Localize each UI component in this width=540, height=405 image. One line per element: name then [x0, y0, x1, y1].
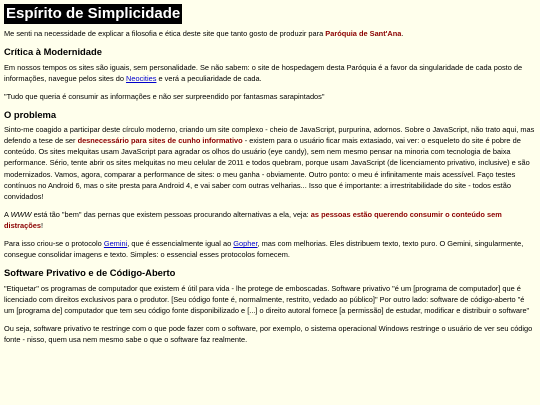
- problema3-text-b: , que é essencialmente igual ao: [127, 239, 234, 249]
- software-paragraph-2: Ou seja, software privativo te restringe com o que pode fazer com o software, por exemplo, o sistema operacional Windows restringe o usuário de ver seu código fonte - nisso, quem usa nem mesmo sabe o que o software faz realmente.: [4, 323, 533, 344]
- parish-name: Paróquia de Sant'Ana: [325, 29, 402, 39]
- page-title: Espírito de Simplicidade: [4, 4, 182, 24]
- gemini-link[interactable]: Gemini: [103, 239, 128, 249]
- critica-text-b: e verá a peculiaridade de cada.: [156, 73, 262, 83]
- section-heading-problema: O problema: [4, 108, 57, 120]
- problema2-text-a: A: [4, 209, 11, 219]
- critica-paragraph: [4, 62, 536, 84]
- problema-highlight: desnecessário para sites de cunho informativo: [77, 136, 243, 146]
- problema-paragraph-3: [4, 238, 536, 260]
- problema2-text-b: está tão "bem" das pernas que existem pessoas procurando alternativas a ela, veja:: [31, 209, 311, 219]
- section-heading-critica: Crítica à Modernidade: [4, 46, 102, 58]
- gopher-link[interactable]: Gopher: [233, 239, 258, 249]
- www-emphasis: WWW: [10, 209, 32, 219]
- problema-paragraph-1: [4, 124, 536, 202]
- problema2-text-c: !: [40, 221, 44, 230]
- critica-quote: "Tudo que queria é consumir as informações e não ser surpreendido por fantasmas sarapintados": [4, 91, 325, 101]
- problema3-text-a: Para isso criou-se o protocolo: [4, 239, 104, 249]
- critica-text-a: Em nossos tempos os sites são iguais, sem personalidade. Se não sabem: o site de hospedagem desta Paróquia é a favor da singularidade de cada posto de informações, navegue pelos sites do: [4, 62, 523, 83]
- intro-paragraph: [4, 28, 536, 39]
- problema-text-a: Sinto-me coagido a participar deste círculo moderno, criando um site complexo - cheio de JavaScript, purpurina, adornos. Sobre o JavaScript, não trato aqui, mas defendo a tese de ser: [4, 125, 535, 146]
- section-heading-software: Software Privativo e de Código-Aberto: [4, 267, 176, 279]
- problema-text-b: - existem para o usuário ficar mais extasiado, vai ver: o esqueleto do site é pobre de conteúdo. Os sites melquitas usam JavaScript para agradar os olhos do usuário (eye candy), sem nem mesmo pensar na minoria com tecnologia de baixa performance. Sério, tente abrir os sites melquitas no meu celular de 2011 e todos quebram, porque usam JavaScript (de licenciamento privativo, inclusive) e são modernizados. Vamos, agora, comparar a performance de sites: o meu ganha - obviamente. Outro ponto: o meu é infinitamente mais acessível. Faço testes contínuos no Android 6, mas o site presta para Android 4, e vai saber com outras velharias... Isso que é importante: a irrestritabilidade do site - todos estão convidados!: [4, 136, 530, 201]
- software-paragraph-1: "Etiquetar" os programas de computador que existem é útil para vida - lhe protege de emboscadas. Software privativo "é um [programa de computador] que é licenciado com direitos exclusivos para o produtor. [Seu código fonte é, normalmente, restrito, vedado ao público]" Por outro lado: software de código-aberto "é um [programa de] computador que tem seu código fonte disponibilizado e [...] o direito autoral fornece [a permissão] de estudar, modificar e distribuir o software": [4, 283, 530, 315]
- intro-end: .: [401, 29, 404, 39]
- problema-paragraph-2: [4, 209, 536, 231]
- problema3-text-c: , mas com melhorias. Eles distribuem texto, texto puro. O Gemini, singularmente, consegue consolidar imagens e texto. Simples: o essencial esses protocolos fornecem.: [4, 239, 524, 260]
- neocities-link[interactable]: Neocities: [126, 73, 157, 83]
- intro-text: Me senti na necessidade de explicar a filosofia e ética deste site que tanto gosto de produzir para: [4, 29, 326, 39]
- problema2-highlight: as pessoas estão querendo consumir o conteúdo sem distrações: [4, 209, 502, 230]
